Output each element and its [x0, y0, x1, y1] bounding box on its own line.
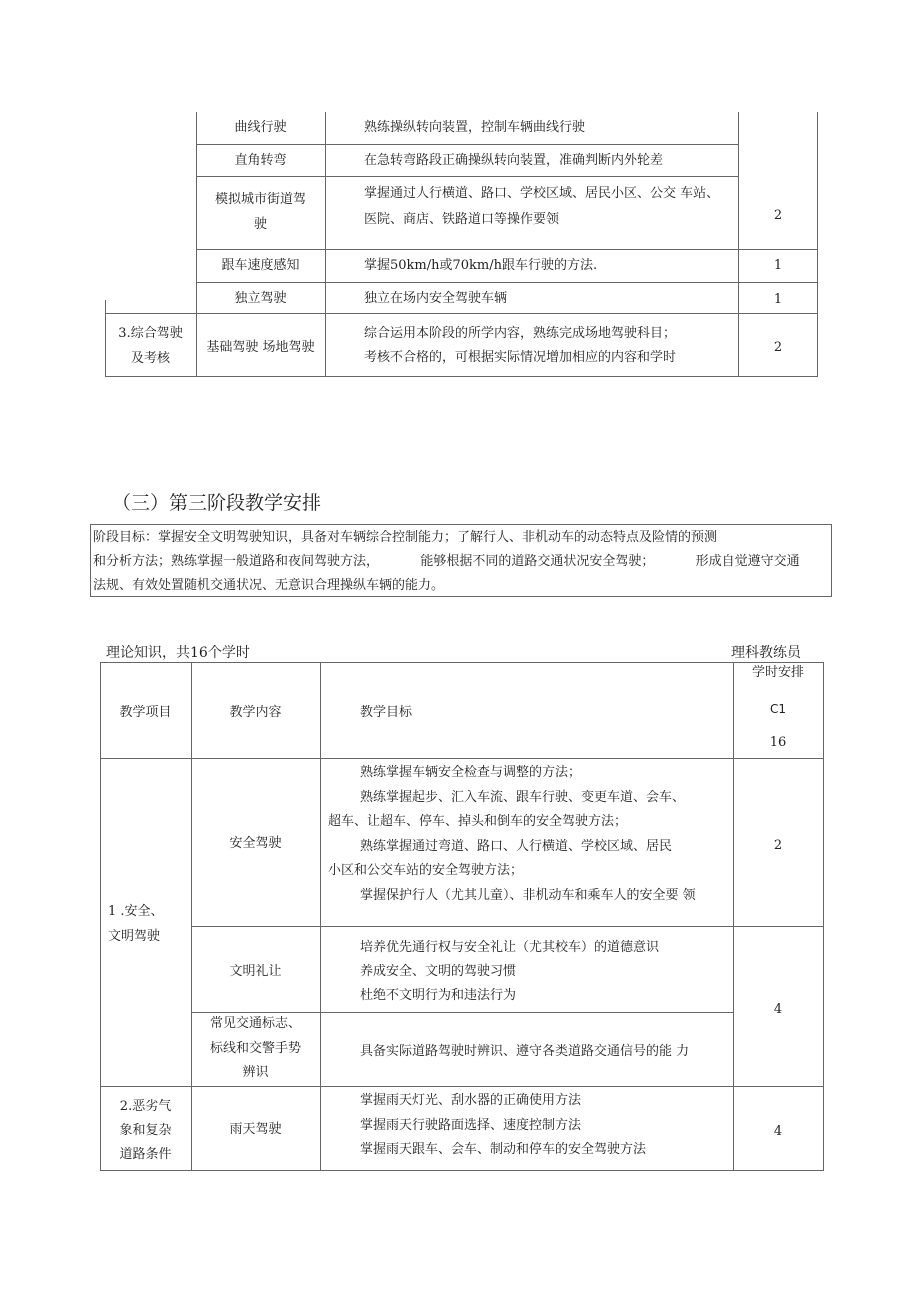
goal-line: 熟练掌握起步、汇入车流、跟车行驶、变更车道、会车、 — [360, 789, 686, 805]
project-line: 道路条件 — [119, 1147, 172, 1162]
goal-line: 小区和公交车站的安全驾驶方法； — [328, 863, 524, 878]
goal-line: 综合运用本阶段的所学内容，熟练完成场地驾驶科目； — [364, 326, 677, 341]
header-hours-title: 学时安排 — [751, 665, 804, 680]
table-cell-project — [108, 900, 164, 949]
table-cell-content: 跟车速度感知 — [221, 258, 300, 273]
table-cell-content: 雨天驾驶 — [229, 1122, 282, 1137]
project-line: 2.恶劣气 — [119, 1099, 172, 1114]
content-line: 辨识 — [242, 1065, 269, 1080]
goal-line: 掌握雨天灯光、刮水器的正确使用方法 — [360, 1093, 582, 1108]
section-heading: （三）第三阶段教学安排 — [112, 492, 322, 514]
header-hours-total: 16 — [769, 735, 787, 750]
table-cell-goal — [364, 322, 676, 370]
header-hours-code: C1 — [769, 702, 786, 716]
content-line: 驶 — [253, 216, 267, 232]
header-project: 教学项目 — [119, 705, 172, 720]
header-goal: 教学目标 — [360, 705, 413, 720]
theory-hours-label: 理论知识，共16个学时 — [106, 645, 250, 661]
table-cell-goal: 具备实际道路驾驶时辨识、遵守各类道路交通信号的能 力 — [360, 1044, 690, 1059]
goal-line: 阶段目标：掌握安全文明驾驶知识，具备对车辆综合控制能力；了解行人、非机动车的动态特点及险情的预测 — [93, 530, 718, 545]
content-line: 常见交通标志、 — [209, 1016, 301, 1031]
content-line: 标线和交警手势 — [209, 1040, 301, 1056]
table-cell-content — [196, 188, 325, 237]
table-cell-hours: 1 — [773, 258, 783, 273]
goal-line: 杜绝不文明行为和违法行为 — [360, 988, 517, 1003]
table-cell-goal — [328, 761, 696, 908]
goal-line: 考核不合格的，可根据实际情况增加相应的内容和学时 — [364, 350, 677, 365]
goal-line: 熟练掌握通过弯道、路口、人行横道、学校区域、居民 — [360, 838, 673, 854]
project-line: 及考核 — [130, 350, 170, 366]
project-line: 1 .安全、 — [108, 904, 164, 919]
table-cell-hours: 2 — [773, 838, 783, 853]
goal-line: 培养优先通行权与安全礼让（尤其校车）的道德意识 — [360, 940, 660, 955]
table-cell-project — [100, 1095, 191, 1167]
goal-line: 医院、商店、铁路道口等操作要领 — [364, 212, 560, 227]
table-cell-content: 安全驾驶 — [229, 836, 282, 851]
table-cell-goal: 在急转弯路段正确操纵转向装置，准确判断内外轮差 — [364, 153, 664, 168]
project-line: 文明驾驶 — [108, 928, 161, 944]
teacher-label: 理科教练员 — [731, 645, 801, 661]
goal-line: 熟练掌握车辆安全检查与调整的方法； — [360, 765, 582, 780]
table-cell-project — [105, 322, 196, 371]
table-cell-goal: 熟练操纵转向装置，控制车辆曲线行驶 — [364, 120, 586, 135]
table-cell-goal — [360, 1089, 646, 1163]
table-cell-goal — [360, 936, 659, 1008]
goal-line: 掌握雨天跟车、会车、制动和停车的安全驾驶方法 — [360, 1142, 647, 1157]
content-line: 模拟城市街道驾 — [214, 192, 306, 207]
table-cell-goal — [364, 181, 719, 233]
stage-goal-box — [90, 524, 832, 597]
table-cell-hours: 1 — [773, 292, 783, 307]
goal-line: 和分析方法；熟练掌握一般道路和夜间驾驶方法， 能够根据不同的道路交通状况安全驾驶； 形成自觉遵守交通 — [93, 554, 800, 569]
goal-line: 掌握雨天行驶路面选择、速度控制方法 — [360, 1117, 582, 1133]
table-cell-hours: 2 — [773, 340, 783, 355]
table-cell-goal: 独立在场内安全驾驶车辆 — [364, 291, 508, 306]
table-cell-content: 文明礼让 — [229, 964, 282, 979]
table-cell-content — [191, 1012, 320, 1086]
table-cell-hours: 2 — [773, 208, 783, 223]
goal-line: 掌握保护行人（尤其儿童）、非机动车和乘车人的安全要 领 — [360, 887, 696, 903]
goal-line: 法规、有效处置随机交通状况、无意识合理操纵车辆的能力。 — [93, 578, 445, 593]
table-cell-hours: 4 — [773, 1124, 783, 1139]
header-content: 教学内容 — [229, 705, 282, 720]
goal-line: 掌握通过人行横道、路口、学校区域、居民小区、公交 车站、 — [364, 186, 720, 201]
table-cell-content: 基础驾驶 场地驾驶 — [206, 340, 315, 355]
table-cell-goal: 掌握50km/h或70km/h跟车行驶的方法. — [364, 258, 598, 273]
goal-line: 超车、让超车、停车、掉头和倒车的安全驾驶方法； — [328, 814, 628, 829]
project-line: 3.综合驾驶 — [118, 326, 183, 341]
table-cell-content: 直角转弯 — [234, 153, 287, 168]
table-cell-hours: 4 — [773, 1002, 783, 1017]
goal-line: 养成安全、文明的驾驶习惯 — [360, 964, 517, 979]
project-line: 象和复杂 — [119, 1123, 172, 1138]
table-cell-content: 曲线行驶 — [234, 120, 287, 135]
table-cell-content: 独立驾驶 — [234, 291, 287, 306]
